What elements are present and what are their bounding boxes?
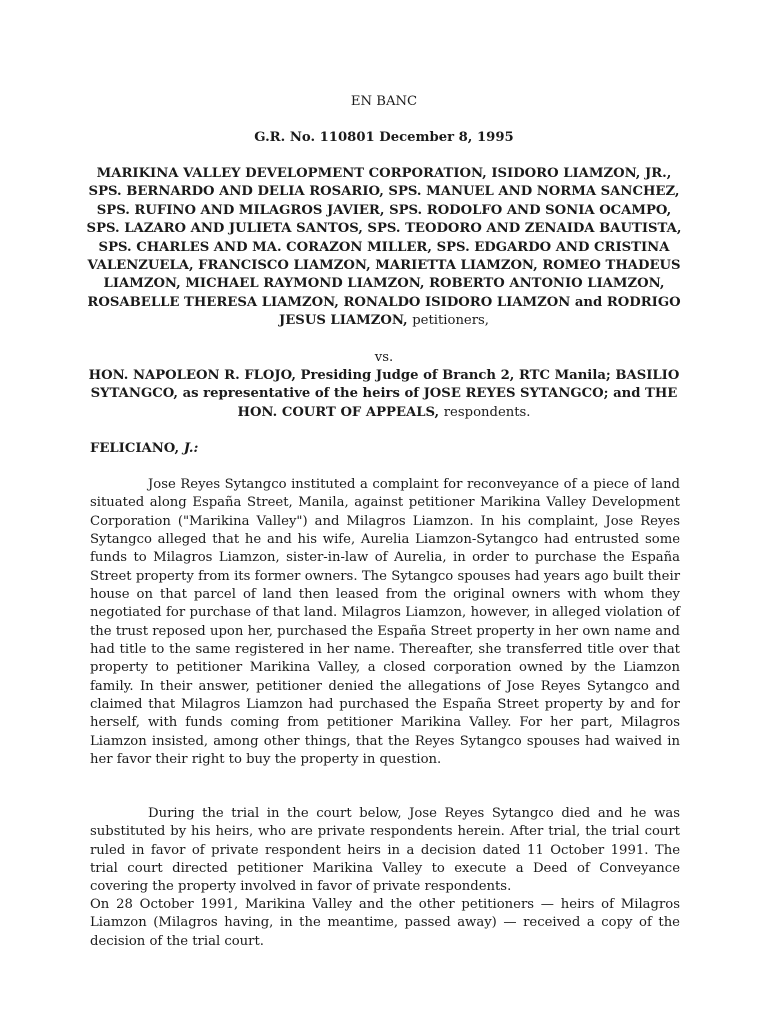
petitioners-names: MARIKINA VALLEY DEVELOPMENT CORPORATION, ISIDORO LIAMZON, JR., SPS. BERNARDO AND DELIA ROSARIO, SPS. MANUEL AND NORMA SANCHEZ, SPS. RUFINO AND MILAGROS JAVIER, SPS. RODOLFO AND SONIA OCAMPO, SPS. LAZARO AND JULIETA SANTOS, SPS. TEODORO AND ZENAIDA BAUTISTA, SPS. CHARLES AND MA. CORAZON MILLER, SPS. EDGARDO AND CRISTINA VALENZUELA, FRANCISCO LIAMZON, MARIETTA LIAMZON, ROMEO THADEUS LIAMZON, MICHAEL RAYMOND LIAMZON, ROBERTO ANTONIO LIAMZON, ROSABELLE THERESA LIAMZON, RONALDO ISIDORO LIAMZON	[86, 166, 682, 310]
body-paragraph-1: Jose Reyes Sytangco instituted a complaint for reconveyance of a piece of land situated along España Street, Manila, against petitioner Marikina Valley Development Corporation ("Marikina Valley") and Milagros Liamzon. In his complaint, Jose Reyes Sytangco alleged that he and his wife, Aurelia Liamzon-Sytangco had entrusted some funds to Milagros Liamzon, sister-in-law of Aurelia, in order to purchase the España Street property from its former owners. The Sytangco spouses had years ago built their house on that parcel of land then leased from the original owners with whom they negotiated for purchase of that land. Milagros Liamzon, however, in alleged violation of the trust reposed upon her, purchased the España Street property in her own name and had title to the same registered in her name. Thereafter, she transferred title over that property to petitioner Marikina Valley, a closed corporation owned by the Liamzon family. In their answer, petitioner denied the allegations of Jose Reyes Sytangco and claimed that Milagros Liamzon had purchased the España Street property by and for herself, with funds coming from petitioner Marikina Valley. For her part, Milagros Liamzon insisted, among other things, that the Reyes Sytangco spouses had waived in her favor their right to buy the property in question.	[90, 477, 680, 768]
versus-label: vs.	[374, 350, 394, 365]
body-paragraph-3: On 28 October 1991, Marikina Valley and the other petitioners — heirs of Milagros Liamzon (Milagros having, in the meantime, passed away) — received a copy of the decision of the trial court.	[90, 897, 680, 949]
court-division: EN BANC	[350, 94, 418, 109]
respondents-block	[86, 367, 682, 422]
petitioners-block	[86, 165, 682, 331]
petitioners-label: petitioners,	[412, 313, 489, 329]
ponente	[90, 440, 198, 458]
ponente-initial: J.:	[183, 441, 199, 456]
respondents-names: HON. NAPOLEON R. FLOJO, Presiding Judge of Branch 2, RTC Manila; BASILIO SYTANGCO, as representative of the heirs of JOSE REYES SYTANGCO; and THE HON. COURT OF APPEALS,	[88, 368, 680, 420]
petitioners-last-name: RODRIGO JESUS LIAMZON,	[279, 294, 681, 329]
respondents-label: respondents.	[443, 404, 531, 420]
and-word: and	[574, 294, 603, 310]
body-paragraph-2: During the trial in the court below, Jose Reyes Sytangco died and he was substituted by his heirs, who are private respondents herein. After trial, the trial court ruled in favor of private respondent heirs in a decision dated 11 October 1991. The trial court directed petitioner Marikina Valley to execute a Deed of Conveyance covering the property involved in favor of private respondents.	[90, 806, 680, 895]
ponente-name: FELICIANO,	[90, 441, 180, 456]
case-number: G.R. No. 110801 December 8, 1995	[254, 130, 514, 145]
